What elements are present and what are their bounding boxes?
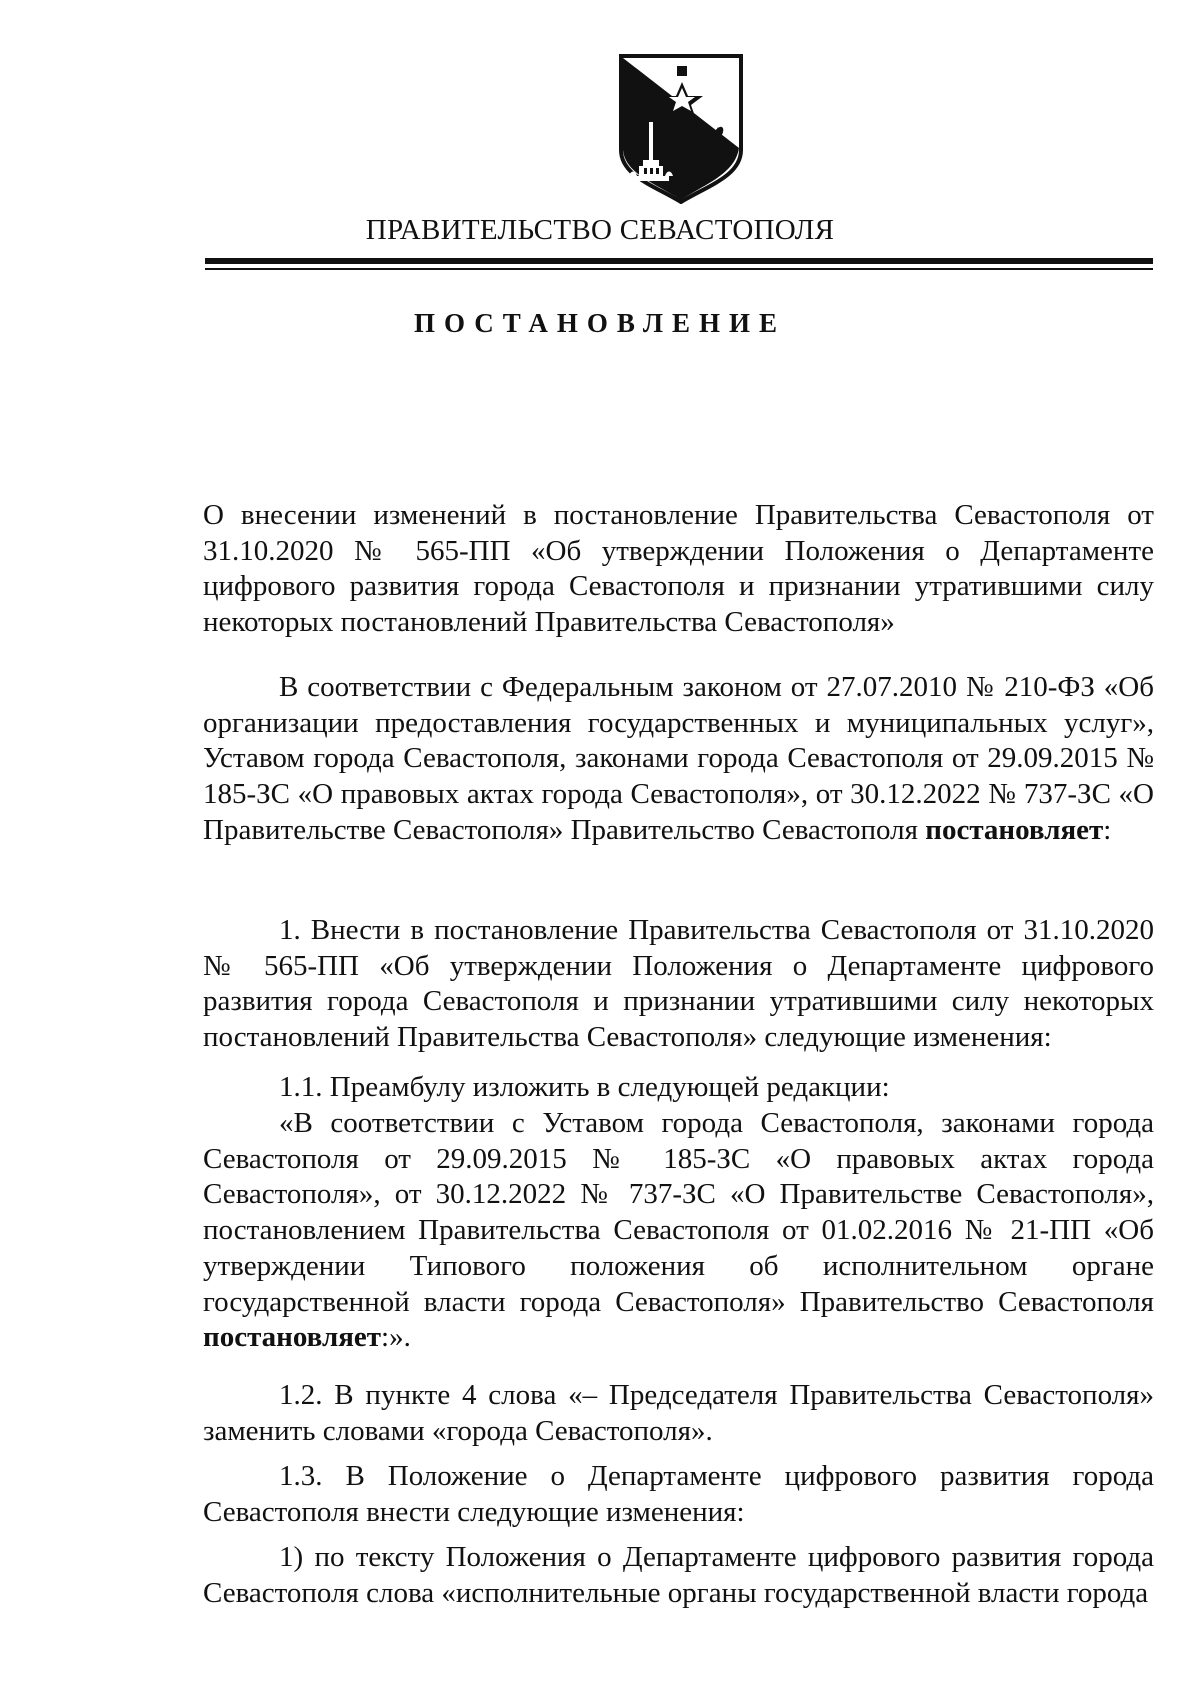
item-1: 1. Внести в постановление Правительства Севастополя от 31.10.2020 № 565-ПП «Об утверждении Положения о Департаменте цифрового развития города Севастополя и признании утратившими силу некоторых постановлений Правительства Севастополя» следующие изменения:	[203, 914, 1154, 1054]
preamble-tail: :	[1103, 813, 1112, 846]
header-divider-thin	[205, 268, 1153, 270]
preamble-text: В соответствии с Федеральным законом от 27.07.2010 № 210-ФЗ «Об организации предоставления государственных и муниципальных услуг», Уставом города Севастополя, законами города Севастополя от 29.09.2015 № 185-ЗС «О правовых актах города Севастополя», от 30.12.2022 № 737-ЗС «О Правительстве Севастополя» Правительство Севастополя	[203, 671, 1154, 846]
item-1-2: 1.2. В пункте 4 слова «– Председателя Правительства Севастополя» заменить словами «города Севастополя».	[203, 1379, 1154, 1447]
quote-resolves: постановляет	[203, 1321, 382, 1354]
header-divider-thick	[205, 258, 1153, 264]
quote-text: «В соответствии с Уставом города Севастополя, законами города Севастополя от 29.09.2015 № 185-ЗС «О правовых актах города Севастополя», от 30.12.2022 № 737-ЗС «О Правительстве Севастополя», постановлением Правительства Севастополя от 01.02.2016 № 21-ПП «Об утверждении Типового положения об исполнительном органе государственной власти города Севастополя» Правительство Севастополя	[203, 1107, 1154, 1318]
organization-name: ПРАВИТЕЛЬСТВО СЕВАСТОПОЛЯ	[365, 214, 835, 246]
quote-tail: :».	[381, 1321, 411, 1354]
document-type: ПОСТАНОВЛЕНИЕ	[413, 308, 787, 338]
document-title: О внесении изменений в постановление Правительства Севастополя от 31.10.2020 № 565-ПП «Об утверждении Положения о Департаменте цифрового развития города Севастополя и признании утратившими силу некоторых постановлений Правительства Севастополя»	[203, 499, 1154, 639]
item-1-3-1: 1) по тексту Положения о Департаменте цифрового развития города Севастополя слова «исполнительные органы государственной власти города	[203, 1541, 1154, 1609]
item-1-1: 1.1. Преамбулу изложить в следующей редакции:	[279, 1071, 890, 1103]
coat-of-arms-icon	[615, 52, 747, 204]
preamble-resolves: постановляет	[925, 813, 1104, 846]
preamble-paragraph	[203, 670, 1154, 849]
item-1-3: 1.3. В Положение о Департаменте цифрового развития города Севастополя внести следующие изменения:	[203, 1460, 1154, 1528]
item-1-1-quote	[203, 1106, 1154, 1356]
